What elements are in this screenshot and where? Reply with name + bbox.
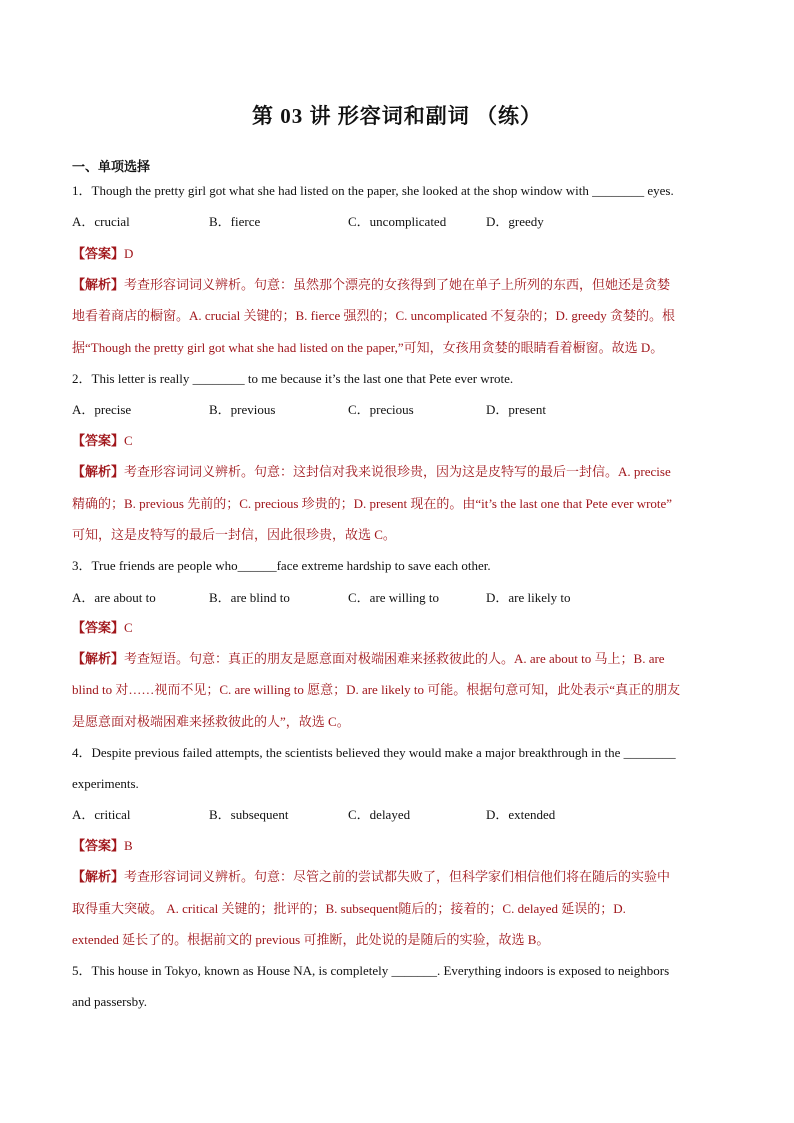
analysis-tag: 【解析】 <box>72 869 125 884</box>
question-1-analysis-line-1: 【解析】考查形容词词义辨析。句意：虽然那个漂亮的女孩得到了她在单子上所列的东西，但她还是贪婪 <box>72 277 671 292</box>
question-4-analysis-line-2: 取得重大突破。 A. critical 关键的；批评的；B. subsequent随后的；接着的；C. delayed 延误的；D. <box>72 901 626 916</box>
question-3-analysis-line-3: 是愿意面对极端困难来拯救彼此的人”，故选 C。 <box>72 714 350 729</box>
section-heading: 一、单项选择 <box>72 159 151 174</box>
question-2-stem: 2．This letter is really ________ to me because it’s the last one that Pete ever wrote. <box>72 371 514 386</box>
analysis-tag: 【解析】 <box>72 277 125 292</box>
option-d: D．extended <box>486 807 556 822</box>
question-3-answer <box>72 619 133 637</box>
question-4-stem-line-2: experiments. <box>72 776 139 791</box>
option-b: B．fierce <box>209 214 261 229</box>
question-1-stem: 1．Though the pretty girl got what she had listed on the paper, she looked at the shop window with ________ eyes. <box>72 183 674 198</box>
option-d: D．are likely to <box>486 590 571 605</box>
question-4-analysis-line-3: extended 延长了的。根据前文的 previous 可推断，此处说的是随后的实验，故选 B。 <box>72 932 550 947</box>
answer-value: B <box>124 838 133 853</box>
question-4-analysis-line-1: 【解析】考查形容词词义辨析。句意：尽管之前的尝试都失败了，但科学家们相信他们将在随后的实验中 <box>72 869 671 884</box>
option-b: B．are blind to <box>209 590 290 605</box>
question-2-analysis-line-2: 精确的；B. previous 先前的；C. precious 珍贵的；D. present 现在的。由“it’s the last one that Pete ever wrote” <box>72 496 673 511</box>
option-c: C．are willing to <box>348 590 439 605</box>
question-3-analysis-line-1: 【解析】考查短语。句意：真正的朋友是愿意面对极端困难来拯救彼此的人。A. are about to 马上；B. are <box>72 651 665 666</box>
question-4-answer <box>72 837 133 855</box>
question-5-stem-line-2: and passersby. <box>72 994 147 1009</box>
question-3-analysis-line-2: blind to 对……视而不见；C. are willing to 愿意；D. are likely to 可能。根据句意可知，此处表示“真正的朋友 <box>72 682 681 697</box>
option-c: C．uncomplicated <box>348 214 447 229</box>
question-5-stem-line-1: 5．This house in Tokyo, known as House NA, is completely _______. Everything indoors is exposed to neighbors <box>72 963 670 978</box>
analysis-tag: 【解析】 <box>72 651 125 666</box>
option-b: B．previous <box>209 402 276 417</box>
page-title: 第 03 讲 形容词和副词 （练） <box>252 104 542 128</box>
answer-tag: 【答案】 <box>72 838 125 853</box>
question-2-analysis-line-1: 【解析】考查形容词词义辨析。句意：这封信对我来说很珍贵，因为这是皮特写的最后一封信。A. precise <box>72 464 671 479</box>
option-c: C．precious <box>348 402 414 417</box>
answer-tag: 【答案】 <box>72 433 125 448</box>
option-c: C．delayed <box>348 807 411 822</box>
option-a: A．critical <box>72 807 131 822</box>
answer-value: C <box>124 433 133 448</box>
option-a: A．are about to <box>72 590 156 605</box>
option-d: D．greedy <box>486 214 544 229</box>
question-1-analysis-line-3: 据“Though the pretty girl got what she had listed on the paper,”可知，女孩用贪婪的眼睛看着橱窗。故选 D。 <box>72 340 664 355</box>
answer-value: C <box>124 620 133 635</box>
answer-value: D <box>124 246 134 261</box>
question-4-stem-line-1: 4．Despite previous failed attempts, the scientists believed they would make a major breakthrough in the ________ <box>72 745 676 760</box>
question-2-analysis-line-3: 可知，这是皮特写的最后一封信，因此很珍贵，故选 C。 <box>72 527 396 542</box>
question-2-answer <box>72 432 133 450</box>
question-1-analysis-line-2: 地看着商店的橱窗。A. crucial 关键的；B. fierce 强烈的；C. uncomplicated 不复杂的；D. greedy 贪婪的。根 <box>72 308 675 323</box>
analysis-tag: 【解析】 <box>72 464 125 479</box>
option-b: B．subsequent <box>209 807 289 822</box>
option-a: A．precise <box>72 402 132 417</box>
answer-tag: 【答案】 <box>72 246 125 261</box>
question-1-answer <box>72 245 133 263</box>
answer-tag: 【答案】 <box>72 620 125 635</box>
option-a: A．crucial <box>72 214 130 229</box>
option-d: D．present <box>486 402 546 417</box>
question-3-stem: 3．True friends are people who______face extreme hardship to save each other. <box>72 558 491 573</box>
